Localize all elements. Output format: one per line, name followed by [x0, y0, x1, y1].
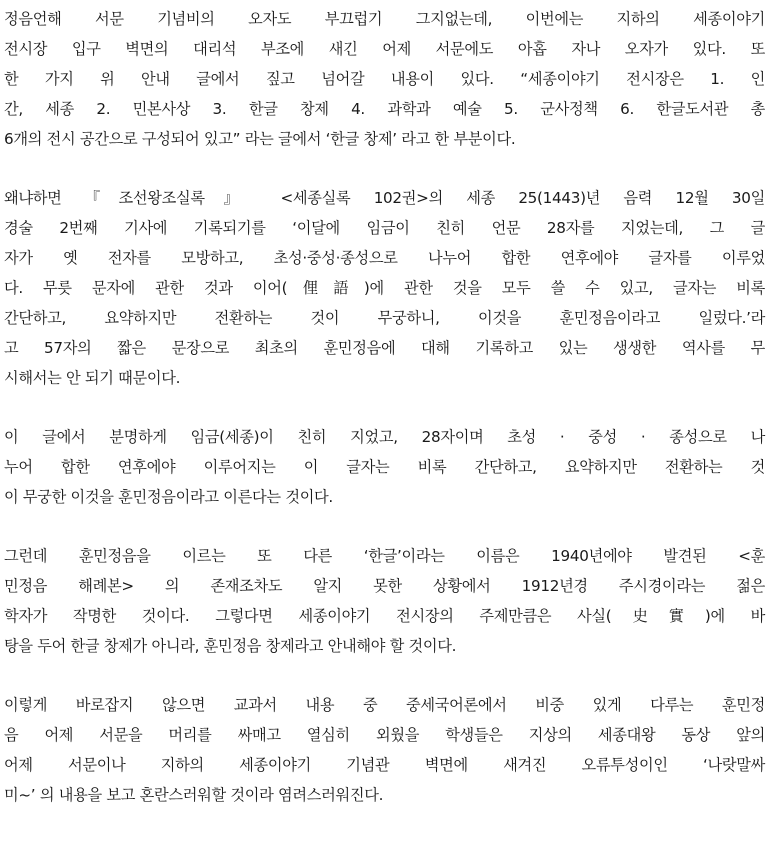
text-line: 간단하고, 요약하지만 전환하는 것이 무궁하니, 이것을 훈민정음이라고 일렀다.’라 [4, 309, 765, 327]
text-line: 시해서는 안 되기 때문이다. [4, 369, 181, 387]
text-line: 경술 2번째 기사에 기록되기를 ‘이달에 임금이 친히 언문 28자를 지었는데, 그 글 [4, 219, 765, 237]
text-line: 누어 합한 연후에야 이루어지는 이 글자는 비록 간단하고, 요약하지만 전환하는 것 [4, 458, 765, 476]
text-line: 한 가지 위 안내 글에서 짚고 넘어갈 내용이 있다. “세종이야기 전시장은 1. 인 [4, 70, 765, 88]
text-line: 이 무궁한 이것을 훈민정음이라고 이른다는 것이다. [4, 488, 333, 506]
text-line: 음 어제 서문을 머리를 싸매고 열심히 외웠을 학생들은 지상의 세종대왕 동상 앞의 [4, 726, 765, 744]
text-line: 정음언해 서문 기념비의 오자도 부끄럽기 그지없는데, 이번에는 지하의 세종이야기 [4, 10, 765, 28]
text-line: 학자가 작명한 것이다. 그렇다면 세종이야기 전시장의 주제만큼은 사실(史實)에 바 [4, 607, 765, 625]
text-line: 전시장 입구 벽면의 대리석 부조에 새긴 어제 서문에도 아홉 자나 오자가 있다. 또 [4, 40, 765, 58]
text-line: 이렇게 바로잡지 않으면 교과서 내용 중 중세국어론에서 비중 있게 다루는 훈민정 [4, 696, 765, 714]
text-line: 자가 옛 전자를 모방하고, 초성·중성·종성으로 나누어 합한 연후에야 글자를 이루었 [4, 249, 765, 267]
paragraph-2 [4, 183, 765, 393]
paragraph-1 [4, 4, 765, 154]
text-line: 그런데 훈민정음을 이르는 또 다른 ‘한글’이라는 이름은 1940년에야 발견된 <훈 [4, 547, 765, 565]
text-line: 왜냐하면 『조선왕조실록』 <세종실록 102권>의 세종 25(1443)년 음력 12월 30일 [4, 189, 765, 207]
text-line: 미~’ 의 내용을 보고 혼란스러워할 것이라 염려스러워진다. [4, 786, 384, 804]
text-line: 고 57자의 짧은 문장으로 최초의 훈민정음에 대해 기록하고 있는 생생한 역사를 무 [4, 339, 765, 357]
text-line: 이 글에서 분명하게 임금(세종)이 친히 지었고, 28자이며 초성 · 중성 · 종성으로 나 [4, 428, 765, 446]
paragraph-4 [4, 541, 765, 661]
text-line: 민정음 해례본> 의 존재조차도 알지 못한 상황에서 1912년경 주시경이라는 젊은 [4, 577, 765, 595]
paragraph-3 [4, 422, 765, 512]
text-line: 탕을 두어 한글 창제가 아니라, 훈민정음 창제라고 안내해야 할 것이다. [4, 637, 457, 655]
text-line: 어제 서문이나 지하의 세종이야기 기념관 벽면에 새겨진 오류투성이인 ‘나랏말싸 [4, 756, 765, 774]
text-line: 간, 세종 2. 민본사상 3. 한글 창제 4. 과학과 예술 5. 군사정책 6. 한글도서관 총 [4, 100, 765, 118]
text-line: 6개의 전시 공간으로 구성되어 있고” 라는 글에서 ‘한글 창제’ 라고 한 부분이다. [4, 130, 516, 148]
paragraph-5 [4, 690, 765, 810]
text-line: 다. 무릇 문자에 관한 것과 이어(俚語)에 관한 것을 모두 쓸 수 있고, 글자는 비록 [4, 279, 765, 297]
